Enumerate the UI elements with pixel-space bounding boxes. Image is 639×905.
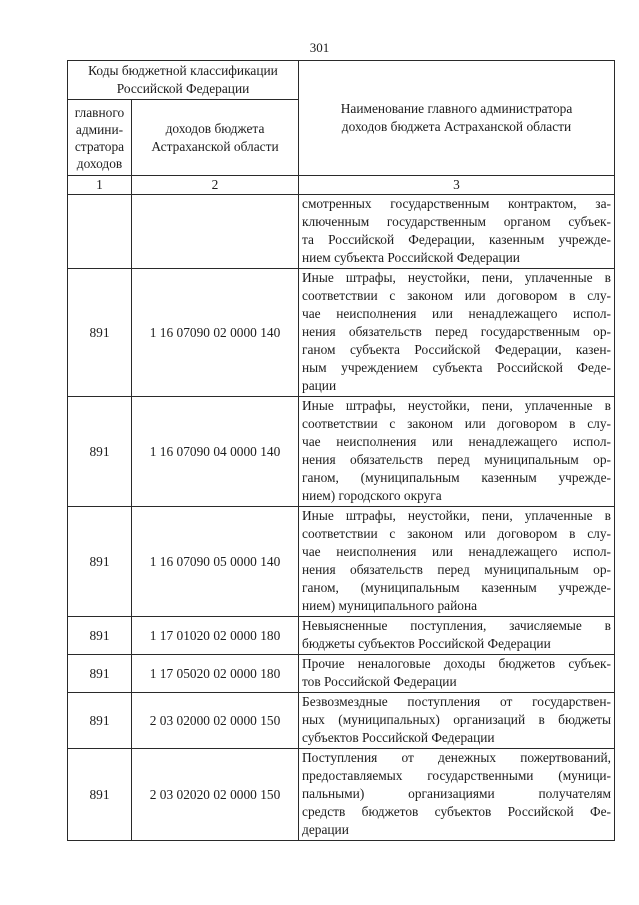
description-line: тов Российской Федерации: [302, 674, 457, 689]
income-description-cell: [299, 655, 615, 693]
header-administrator-name: Наименование главного администратора доходов бюджета Астраханской области: [299, 61, 615, 176]
income-description-cell: [299, 749, 615, 841]
administrator-code-cell: [68, 195, 132, 269]
table-row: [68, 269, 615, 397]
description-line: предоставляемых государственными (муници-: [302, 768, 611, 783]
table-row: [68, 507, 615, 617]
header-main-administrator: главного админи-стратора доходов: [68, 100, 132, 176]
income-code-cell: 2 03 02000 02 0000 150: [132, 693, 299, 749]
description-line: Безвозмездные поступления от государствен-: [302, 694, 611, 709]
income-code-cell: 1 17 01020 02 0000 180: [132, 617, 299, 655]
income-description-cell: [299, 195, 615, 269]
page-number: 301: [309, 40, 330, 55]
column-number-3: 3: [299, 176, 615, 195]
description-line: бюджеты субъектов Российской Федерации: [302, 636, 551, 651]
income-code-cell: 1 16 07090 05 0000 140: [132, 507, 299, 617]
income-code-cell: 1 17 05020 02 0000 180: [132, 655, 299, 693]
description-line: Прочие неналоговые доходы бюджетов субъек-: [302, 656, 611, 671]
description-line: ганом, (муниципальным казенным учрежде-: [302, 470, 611, 485]
description-line: пальными) организациями получателям: [302, 786, 611, 801]
header-region-income: доходов бюджета Астраханской области: [132, 100, 299, 176]
table-header-row: [68, 61, 615, 100]
column-numbers-row: [68, 176, 615, 195]
description-line: ных (муниципальных) организаций в бюджеты: [302, 712, 611, 727]
description-line: Поступления от денежных пожертвований,: [302, 750, 611, 765]
income-description-cell: [299, 397, 615, 507]
income-description-cell: [299, 617, 615, 655]
table-row: [68, 693, 615, 749]
administrator-code-cell: 891: [68, 397, 132, 507]
administrator-code-cell: 891: [68, 749, 132, 841]
administrator-code-cell: 891: [68, 693, 132, 749]
description-line: Иные штрафы, неустойки, пени, уплаченные в: [302, 270, 611, 285]
description-line: рации: [302, 378, 337, 393]
description-line: нения обязательств перед государственным ор-: [302, 324, 611, 339]
administrator-code-cell: 891: [68, 655, 132, 693]
description-line: Иные штрафы, неустойки, пени, уплаченные в: [302, 398, 611, 413]
administrator-code-cell: 891: [68, 507, 132, 617]
description-line: чае неисполнения или ненадлежащего испол-: [302, 544, 611, 559]
description-line: соответствии с законом или договором в слу-: [302, 526, 611, 541]
description-line: нием) городского округа: [302, 488, 442, 503]
budget-classification-table: [67, 60, 615, 841]
table-row: [68, 195, 615, 269]
description-line: та Российской Федерации, казенным учрежде-: [302, 232, 611, 247]
administrator-code-cell: 891: [68, 269, 132, 397]
description-line: нием) муниципального района: [302, 598, 478, 613]
income-description-cell: [299, 269, 615, 397]
header-classification-codes: Коды бюджетной классификации Российской Федерации: [68, 61, 299, 100]
description-line: смотренных государственным контрактом, за-: [302, 196, 611, 211]
description-line: чае неисполнения или ненадлежащего испол-: [302, 434, 611, 449]
description-line: соответствии с законом или договором в слу-: [302, 288, 611, 303]
description-line: субъектов Российской Федерации: [302, 730, 495, 745]
column-number-2: 2: [132, 176, 299, 195]
income-code-cell: 2 03 02020 02 0000 150: [132, 749, 299, 841]
description-line: ключенным государственным органом субъек-: [302, 214, 611, 229]
description-line: Иные штрафы, неустойки, пени, уплаченные в: [302, 508, 611, 523]
description-line: дерации: [302, 822, 349, 837]
income-code-cell: [132, 195, 299, 269]
description-line: ганом, (муниципальным казенным учрежде-: [302, 580, 611, 595]
description-line: нием субъекта Российской Федерации: [302, 250, 520, 265]
administrator-code-cell: 891: [68, 617, 132, 655]
income-description-cell: [299, 693, 615, 749]
description-line: чае неисполнения или ненадлежащего испол-: [302, 306, 611, 321]
column-number-1: 1: [68, 176, 132, 195]
table-row: [68, 655, 615, 693]
description-line: соответствии с законом или договором в слу-: [302, 416, 611, 431]
description-line: ным учреждением субъекта Российской Феде-: [302, 360, 611, 375]
description-line: Невыясненные поступления, зачисляемые в: [302, 618, 611, 633]
income-code-cell: 1 16 07090 04 0000 140: [132, 397, 299, 507]
table-row: [68, 749, 615, 841]
income-description-cell: [299, 507, 615, 617]
description-line: нения обязательств перед муниципальным ор-: [302, 452, 611, 467]
description-line: средств бюджетов субъектов Российской Фе-: [302, 804, 611, 819]
description-line: нения обязательств перед муниципальным ор-: [302, 562, 611, 577]
table-row: [68, 617, 615, 655]
income-code-cell: 1 16 07090 02 0000 140: [132, 269, 299, 397]
description-line: ганом субъекта Российской Федерации, казен-: [302, 342, 611, 357]
table-row: [68, 397, 615, 507]
